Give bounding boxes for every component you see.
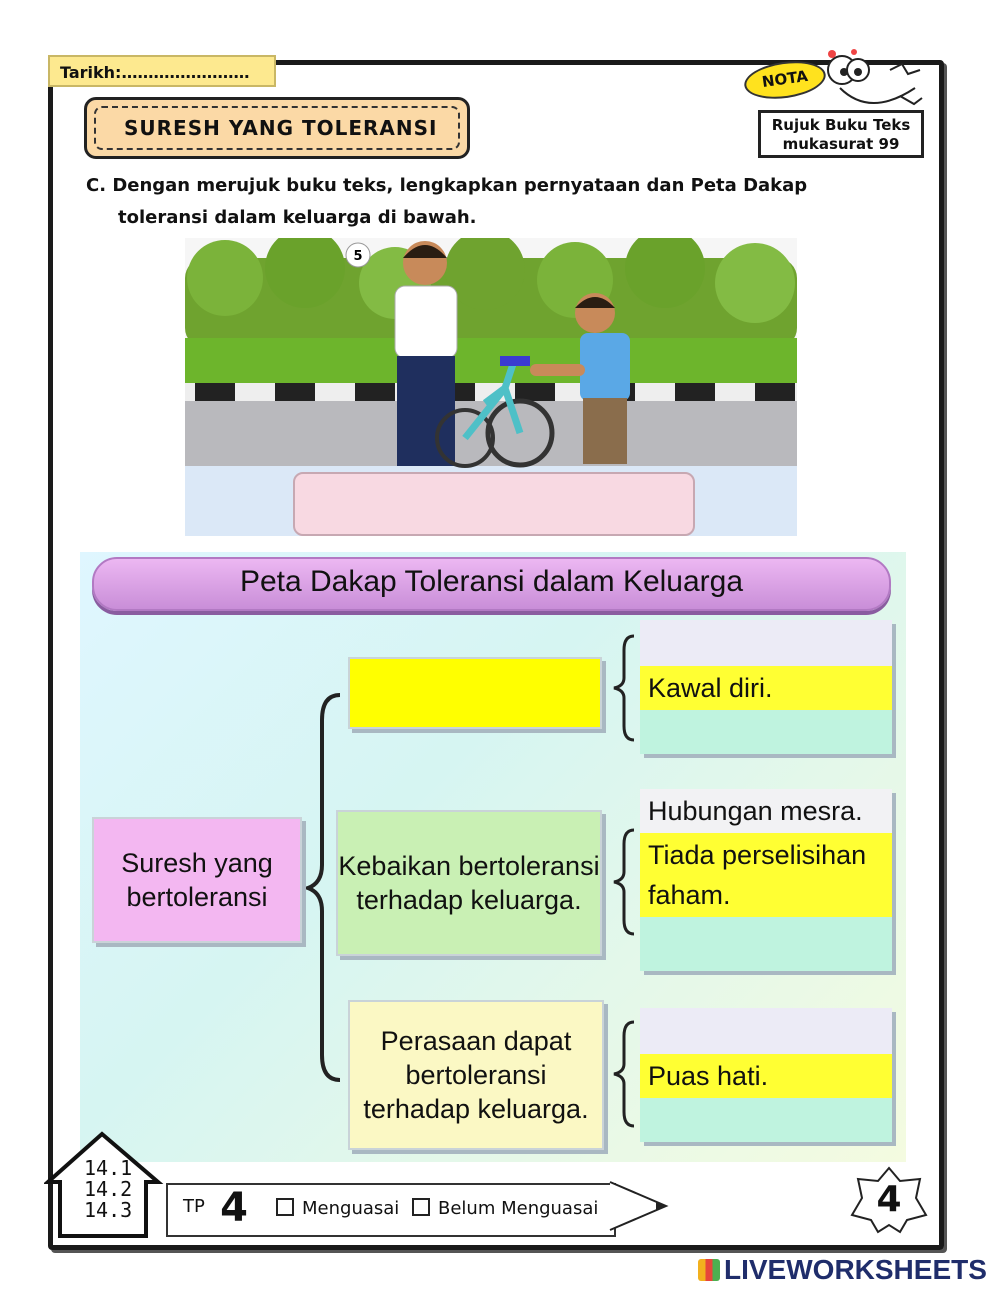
option-mastered-label: Menguasai xyxy=(302,1198,400,1219)
page-number: 4 xyxy=(876,1179,902,1220)
branch-3-answer-3[interactable] xyxy=(640,1098,892,1142)
branch-2-node: Kebaikan bertoleransi terhadap keluarga. xyxy=(336,810,602,956)
checkbox-icon[interactable] xyxy=(412,1198,430,1216)
branch-2-answer-1: Hubungan mesra. xyxy=(640,789,892,833)
tp-level: 4 xyxy=(220,1185,248,1231)
brand-icon xyxy=(698,1259,720,1281)
brand-logo xyxy=(698,1254,987,1286)
branch-1-answer-2: Kawal diri. xyxy=(640,666,892,710)
branch-2-answers xyxy=(640,789,892,971)
scene-number: 5 xyxy=(353,249,363,264)
branch-3-node: Perasaan dapat bertoleransi terhadap keluarga. xyxy=(348,1000,604,1150)
brand-text: LIVEWORKSHEETS xyxy=(724,1254,987,1285)
pencil-tip-icon xyxy=(606,1180,676,1232)
standards-list xyxy=(84,1158,132,1221)
reference-line-2: mukasurat 99 xyxy=(782,135,900,153)
reference-line-1: Rujuk Buku Teks xyxy=(771,116,911,134)
brace-branch-3 xyxy=(604,1018,640,1130)
textbook-reference xyxy=(758,110,924,158)
instruction-line-1: C. Dengan merujuk buku teks, lengkapkan pernyataan dan Peta Dakap xyxy=(86,175,808,196)
branch-3-answers xyxy=(640,1008,892,1142)
option-mastered[interactable] xyxy=(276,1198,399,1219)
branch-2-answer-3[interactable] xyxy=(640,917,892,971)
branch-3-answer-2: Puas hati. xyxy=(640,1054,892,1098)
instruction-text xyxy=(86,170,916,234)
tp-label: TP xyxy=(183,1196,205,1217)
standard-code: 14.3 xyxy=(84,1198,133,1222)
main-node: Suresh yang bertoleransi xyxy=(92,817,302,943)
checkbox-icon[interactable] xyxy=(276,1198,294,1216)
instruction-line-2: toleransi dalam keluarga di bawah. xyxy=(118,207,477,228)
branch-1-input[interactable] xyxy=(348,657,602,729)
nota-badge: NOTA xyxy=(742,56,828,103)
option-not-mastered-label: Belum Menguasai xyxy=(438,1198,599,1219)
doodle-character-icon xyxy=(820,48,930,118)
illustration-answer-input[interactable] xyxy=(293,472,695,536)
branch-1-answers xyxy=(640,620,892,754)
standard-code: 14.2 xyxy=(84,1177,133,1201)
brace-branch-1 xyxy=(604,632,640,744)
date-field[interactable]: Tarikh:…………………… xyxy=(48,55,276,87)
worksheet-title: SURESH YANG TOLERANSI xyxy=(94,106,460,150)
branch-1-answer-1[interactable] xyxy=(640,620,892,666)
branch-3-answer-1[interactable] xyxy=(640,1008,892,1054)
standard-code: 14.1 xyxy=(84,1156,133,1180)
branch-2-answer-2: Tiada perselisihan faham. xyxy=(640,833,892,917)
brace-branch-2 xyxy=(604,826,640,938)
worksheet-title-box xyxy=(84,97,470,159)
branch-1-answer-3[interactable] xyxy=(640,710,892,754)
map-title: Peta Dakap Toleransi dalam Keluarga xyxy=(92,557,891,611)
option-not-mastered[interactable] xyxy=(412,1198,598,1219)
